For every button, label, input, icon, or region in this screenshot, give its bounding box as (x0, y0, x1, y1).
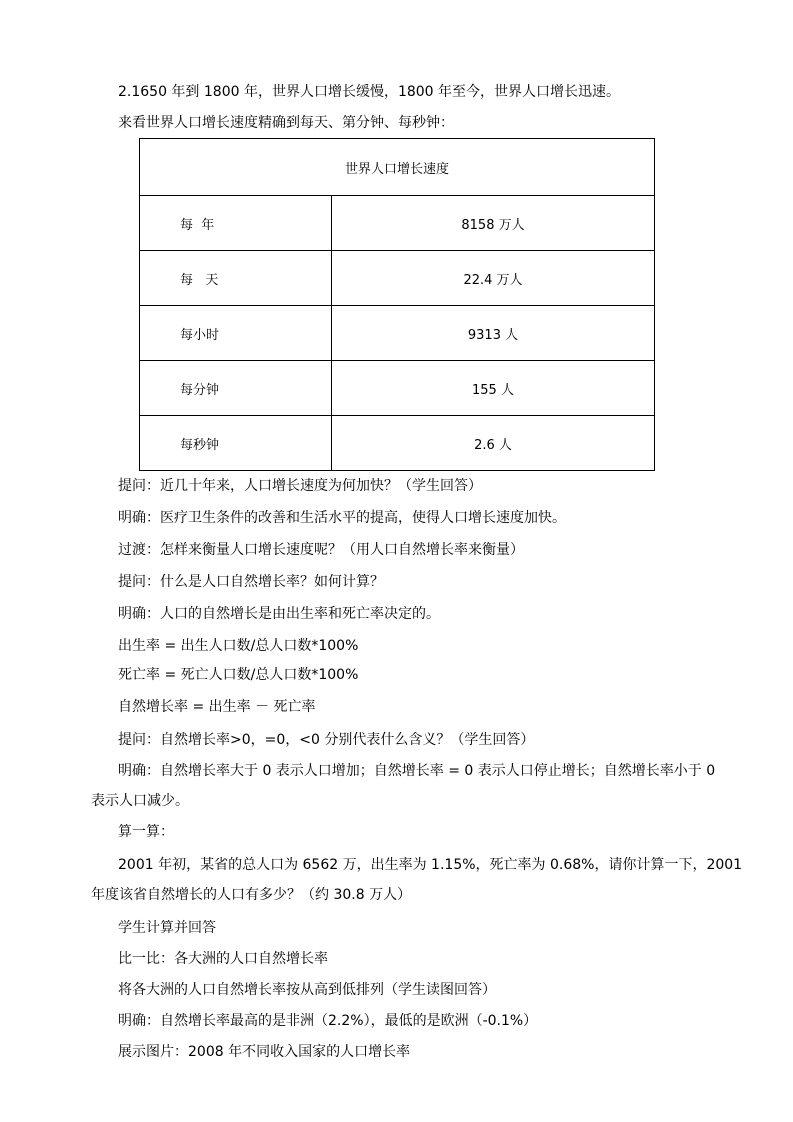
row-label: 每小时 (140, 306, 332, 361)
table-row (140, 361, 655, 416)
formula-death-rate: 死亡率 = 死亡人口数/总人口数*100% (118, 667, 359, 683)
answer-growth-meaning-line1: 明确：自然增长率大于 0 表示人口增加；自然增长率 = 0 表示人口停止增长；自然增长率小于 0 (118, 763, 716, 779)
row-value: 22.4 万人 (332, 251, 655, 306)
row-value: 9313 人 (332, 306, 655, 361)
answer-natural-growth: 明确：人口的自然增长是由出生率和死亡率决定的。 (118, 606, 440, 622)
table-title: 世界人口增长速度 (140, 139, 655, 196)
calc-problem-line2: 年度该省自然增长的人口有多少？（约 30.8 万人） (91, 887, 412, 903)
row-label: 每分钟 (140, 361, 332, 416)
row-value: 8158 万人 (332, 196, 655, 251)
paragraph-growth-history: 2.1650 年到 1800 年，世界人口增长缓慢，1800 年至今，世界人口增长迅速。 (118, 84, 621, 100)
population-growth-table (139, 138, 655, 471)
row-label: 每秒钟 (140, 416, 332, 471)
calc-student-answer: 学生计算并回答 (118, 920, 216, 936)
table-row (140, 251, 655, 306)
row-label: 每 年 (140, 196, 332, 251)
calc-title: 算一算： (118, 824, 174, 840)
question-natural-growth: 提问：什么是人口自然增长率？如何计算？ (118, 574, 384, 590)
table-row (140, 306, 655, 361)
question-growth-speed: 提问：近几十年来，人口增长速度为何加快？（学生回答） (118, 478, 482, 494)
compare-answer: 明确：自然增长率最高的是非洲（2.2%），最低的是欧洲（-0.1%） (118, 1013, 538, 1029)
calc-problem-line1: 2001 年初，某省的总人口为 6562 万，出生率为 1.15%，死亡率为 0.68%，请你计算一下，2001 (118, 857, 743, 873)
show-image-text: 展示图片：2008 年不同收入国家的人口增长率 (118, 1044, 411, 1060)
transition-text: 过渡：怎样来衡量人口增长速度呢？（用人口自然增长率来衡量） (118, 542, 524, 558)
formula-natural-growth: 自然增长率 = 出生率 － 死亡率 (118, 699, 316, 715)
compare-title: 比一比：各大洲的人口自然增长率 (118, 951, 328, 967)
formula-birth-rate: 出生率 = 出生人口数/总人口数*100% (118, 638, 359, 654)
compare-task: 将各大洲的人口自然增长率按从高到低排列（学生读图回答） (118, 982, 496, 998)
table-row (140, 196, 655, 251)
answer-growth-meaning-line2: 表示人口减少。 (91, 793, 189, 809)
question-growth-meaning: 提问：自然增长率>0，=0，<0 分别代表什么含义？（学生回答） (118, 732, 535, 748)
row-value: 155 人 (332, 361, 655, 416)
table-row (140, 416, 655, 471)
answer-growth-speed: 明确：医疗卫生条件的改善和生活水平的提高，使得人口增长速度加快。 (118, 510, 566, 526)
paragraph-growth-intro: 来看世界人口增长速度精确到每天、第分钟、每秒钟： (118, 115, 454, 131)
row-value: 2.6 人 (332, 416, 655, 471)
row-label: 每 天 (140, 251, 332, 306)
